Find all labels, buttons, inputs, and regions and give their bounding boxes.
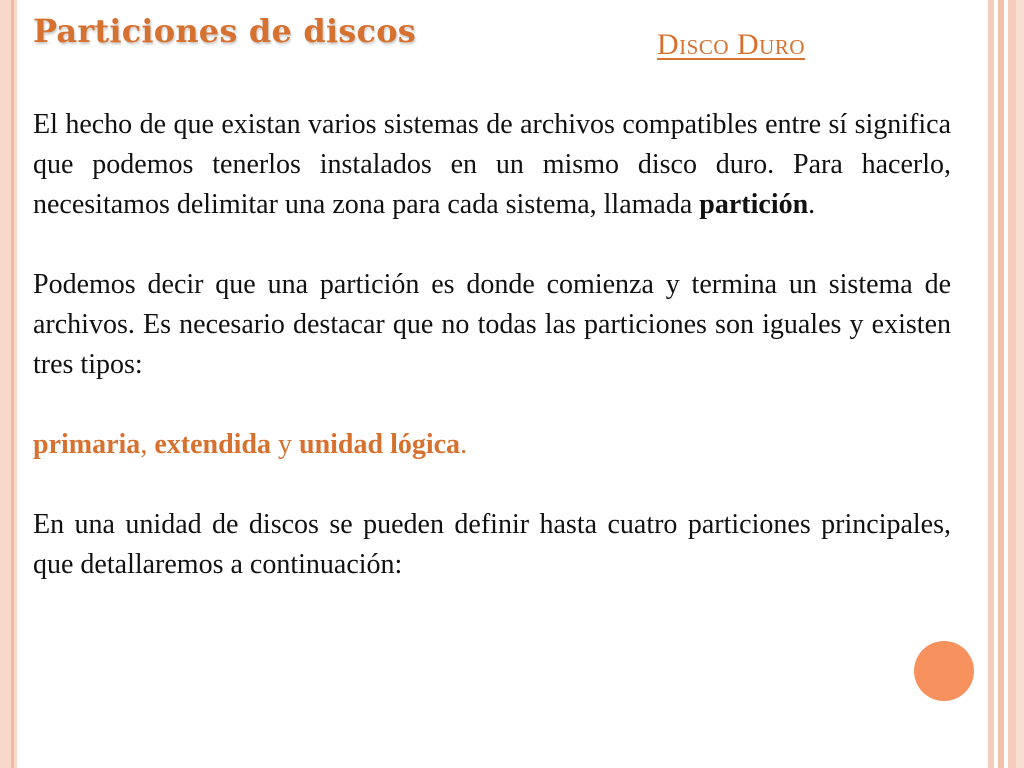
types-separator-1: ,: [140, 429, 155, 460]
paragraph-intro: [33, 105, 951, 225]
types-separator-2: y: [271, 429, 299, 460]
decorative-orange-circle: [914, 641, 974, 701]
type-extendida: extendida: [154, 429, 271, 460]
keyword-particion: partición: [699, 189, 809, 220]
paragraph-partitions-limit: En una unidad de discos se pueden definir hasta cuatro particiones principales, que detallaremos a continuación:: [33, 509, 951, 580]
types-end: .: [460, 429, 468, 460]
right-decorative-stripes: [980, 0, 1024, 768]
type-unidad-logica: unidad lógica: [299, 429, 461, 460]
left-decorative-border: [0, 0, 17, 768]
paragraph-intro-end: .: [808, 189, 816, 220]
slide-title: Particiones de discos: [33, 12, 416, 50]
partition-types: [33, 425, 951, 465]
paragraph-definition: Podemos decir que una partición es donde comienza y termina un sistema de archivos. Es necesario destacar que no todas las particiones son iguales y existen tres tipos:: [33, 269, 951, 380]
slide-content: [33, 105, 951, 585]
type-primaria: primaria: [33, 429, 141, 460]
section-label: Disco Duro: [657, 28, 806, 61]
paragraph-intro-text: El hecho de que existan varios sistemas de archivos compatibles entre sí significa que podemos tenerlos instalados en un mismo disco duro. Para hacerlo, necesitamos delimitar una zona para cada sistema, llamada: [33, 109, 951, 220]
